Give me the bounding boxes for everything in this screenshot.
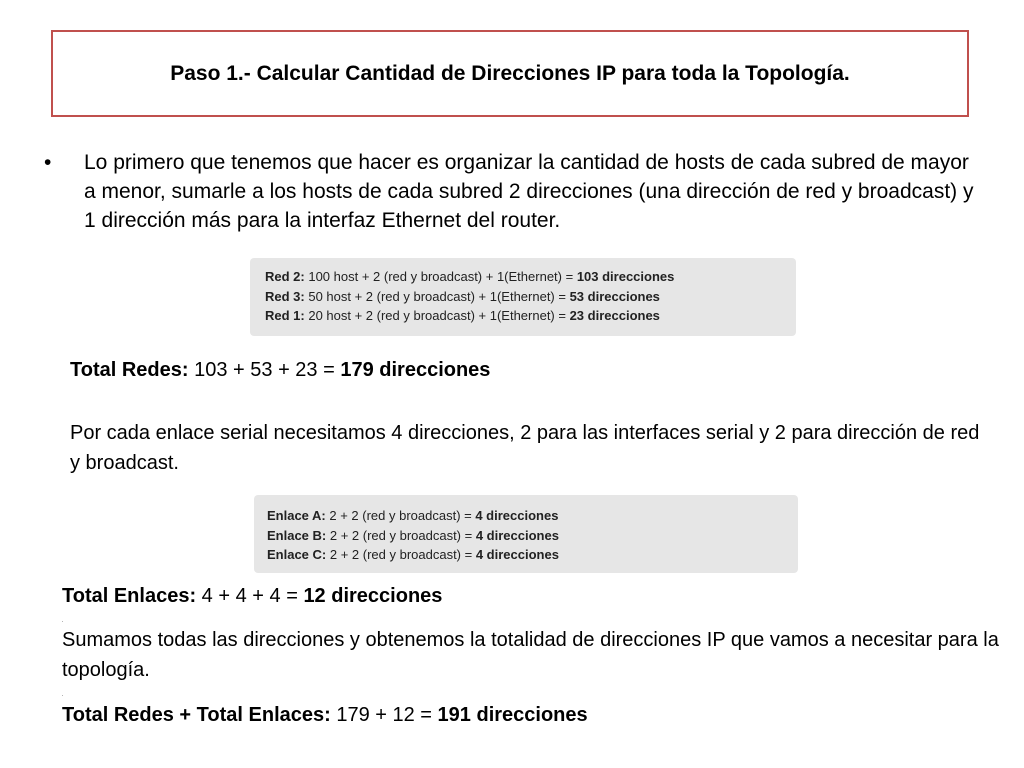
calc-line [265, 306, 796, 326]
intro-text: Lo primero que tenemos que hacer es organizar la cantidad de hosts de cada subred de mayor a menor, sumarle a los hosts de cada subred 2 direcciones (una dirección de red y broadcast) y 1 dirección más para la interfaz Ethernet del router. [84, 151, 974, 232]
calc-expression: 2 + 2 (red y broadcast) = [325, 508, 476, 523]
calc-line [265, 267, 796, 287]
calc-expression: 50 host + 2 (red y broadcast) + 1(Ethernet) = [304, 288, 570, 304]
calc-label: Enlace C: [267, 547, 327, 562]
total-final-result: 191 direcciones [437, 704, 588, 726]
calc-line [267, 506, 798, 526]
total-enlaces [62, 581, 442, 611]
calc-result: 4 direcciones [475, 527, 559, 543]
calc-result: 103 direcciones [576, 269, 675, 284]
calc-expression: 2 + 2 (red y broadcast) = [326, 527, 476, 543]
total-redes-label: Total Redes: [70, 359, 189, 381]
page-title: Paso 1.- Calcular Cantidad de Direcciones IP para toda la Topología. [170, 61, 850, 85]
serial-paragraph: Por cada enlace serial necesitamos 4 direcciones, 2 para las interfaces serial y 2 para dirección de red y broadcast. [70, 422, 980, 474]
redes-calculation-box [250, 258, 796, 336]
calc-result: 53 direcciones [569, 288, 660, 304]
calc-label: Enlace B: [267, 527, 327, 543]
total-redes-expression: 103 + 53 + 23 = [188, 359, 341, 381]
calc-result: 4 direcciones [475, 508, 559, 523]
intro-bullet [40, 148, 980, 235]
calc-expression: 2 + 2 (red y broadcast) = [326, 547, 476, 562]
calc-line [267, 545, 798, 565]
total-final [62, 700, 588, 730]
total-enlaces-label: Total Enlaces: [62, 585, 197, 607]
title-box [51, 30, 969, 117]
total-redes-result: 179 direcciones [340, 359, 491, 381]
total-enlaces-expression: 4 + 4 + 4 = [196, 585, 304, 607]
total-final-label: Total Redes + Total Enlaces: [62, 704, 331, 726]
total-redes [70, 355, 490, 385]
calc-result: 4 direcciones [475, 547, 559, 562]
calc-expression: 20 host + 2 (red y broadcast) + 1(Ethernet) = [304, 308, 570, 323]
separator-mark: . [62, 618, 64, 624]
calc-label: Red 1: [265, 308, 305, 323]
calc-expression: 100 host + 2 (red y broadcast) + 1(Ethernet) = [304, 269, 577, 284]
sumamos-paragraph: Sumamos todas las direcciones y obtenemos la totalidad de direcciones IP que vamos a necesitar para la topología. [62, 629, 999, 681]
separator-mark: . [62, 692, 64, 698]
enlaces-calculation-box [254, 495, 798, 573]
calc-result: 23 direcciones [569, 308, 660, 323]
calc-label: Red 2: [265, 269, 305, 284]
calc-label: Enlace A: [267, 508, 326, 523]
total-final-expression: 179 + 12 = [330, 704, 438, 726]
calc-line [267, 526, 798, 546]
calc-label: Red 3: [265, 288, 305, 304]
bullet-icon: • [44, 151, 52, 174]
calc-line [265, 287, 796, 307]
total-enlaces-result: 12 direcciones [303, 585, 443, 607]
